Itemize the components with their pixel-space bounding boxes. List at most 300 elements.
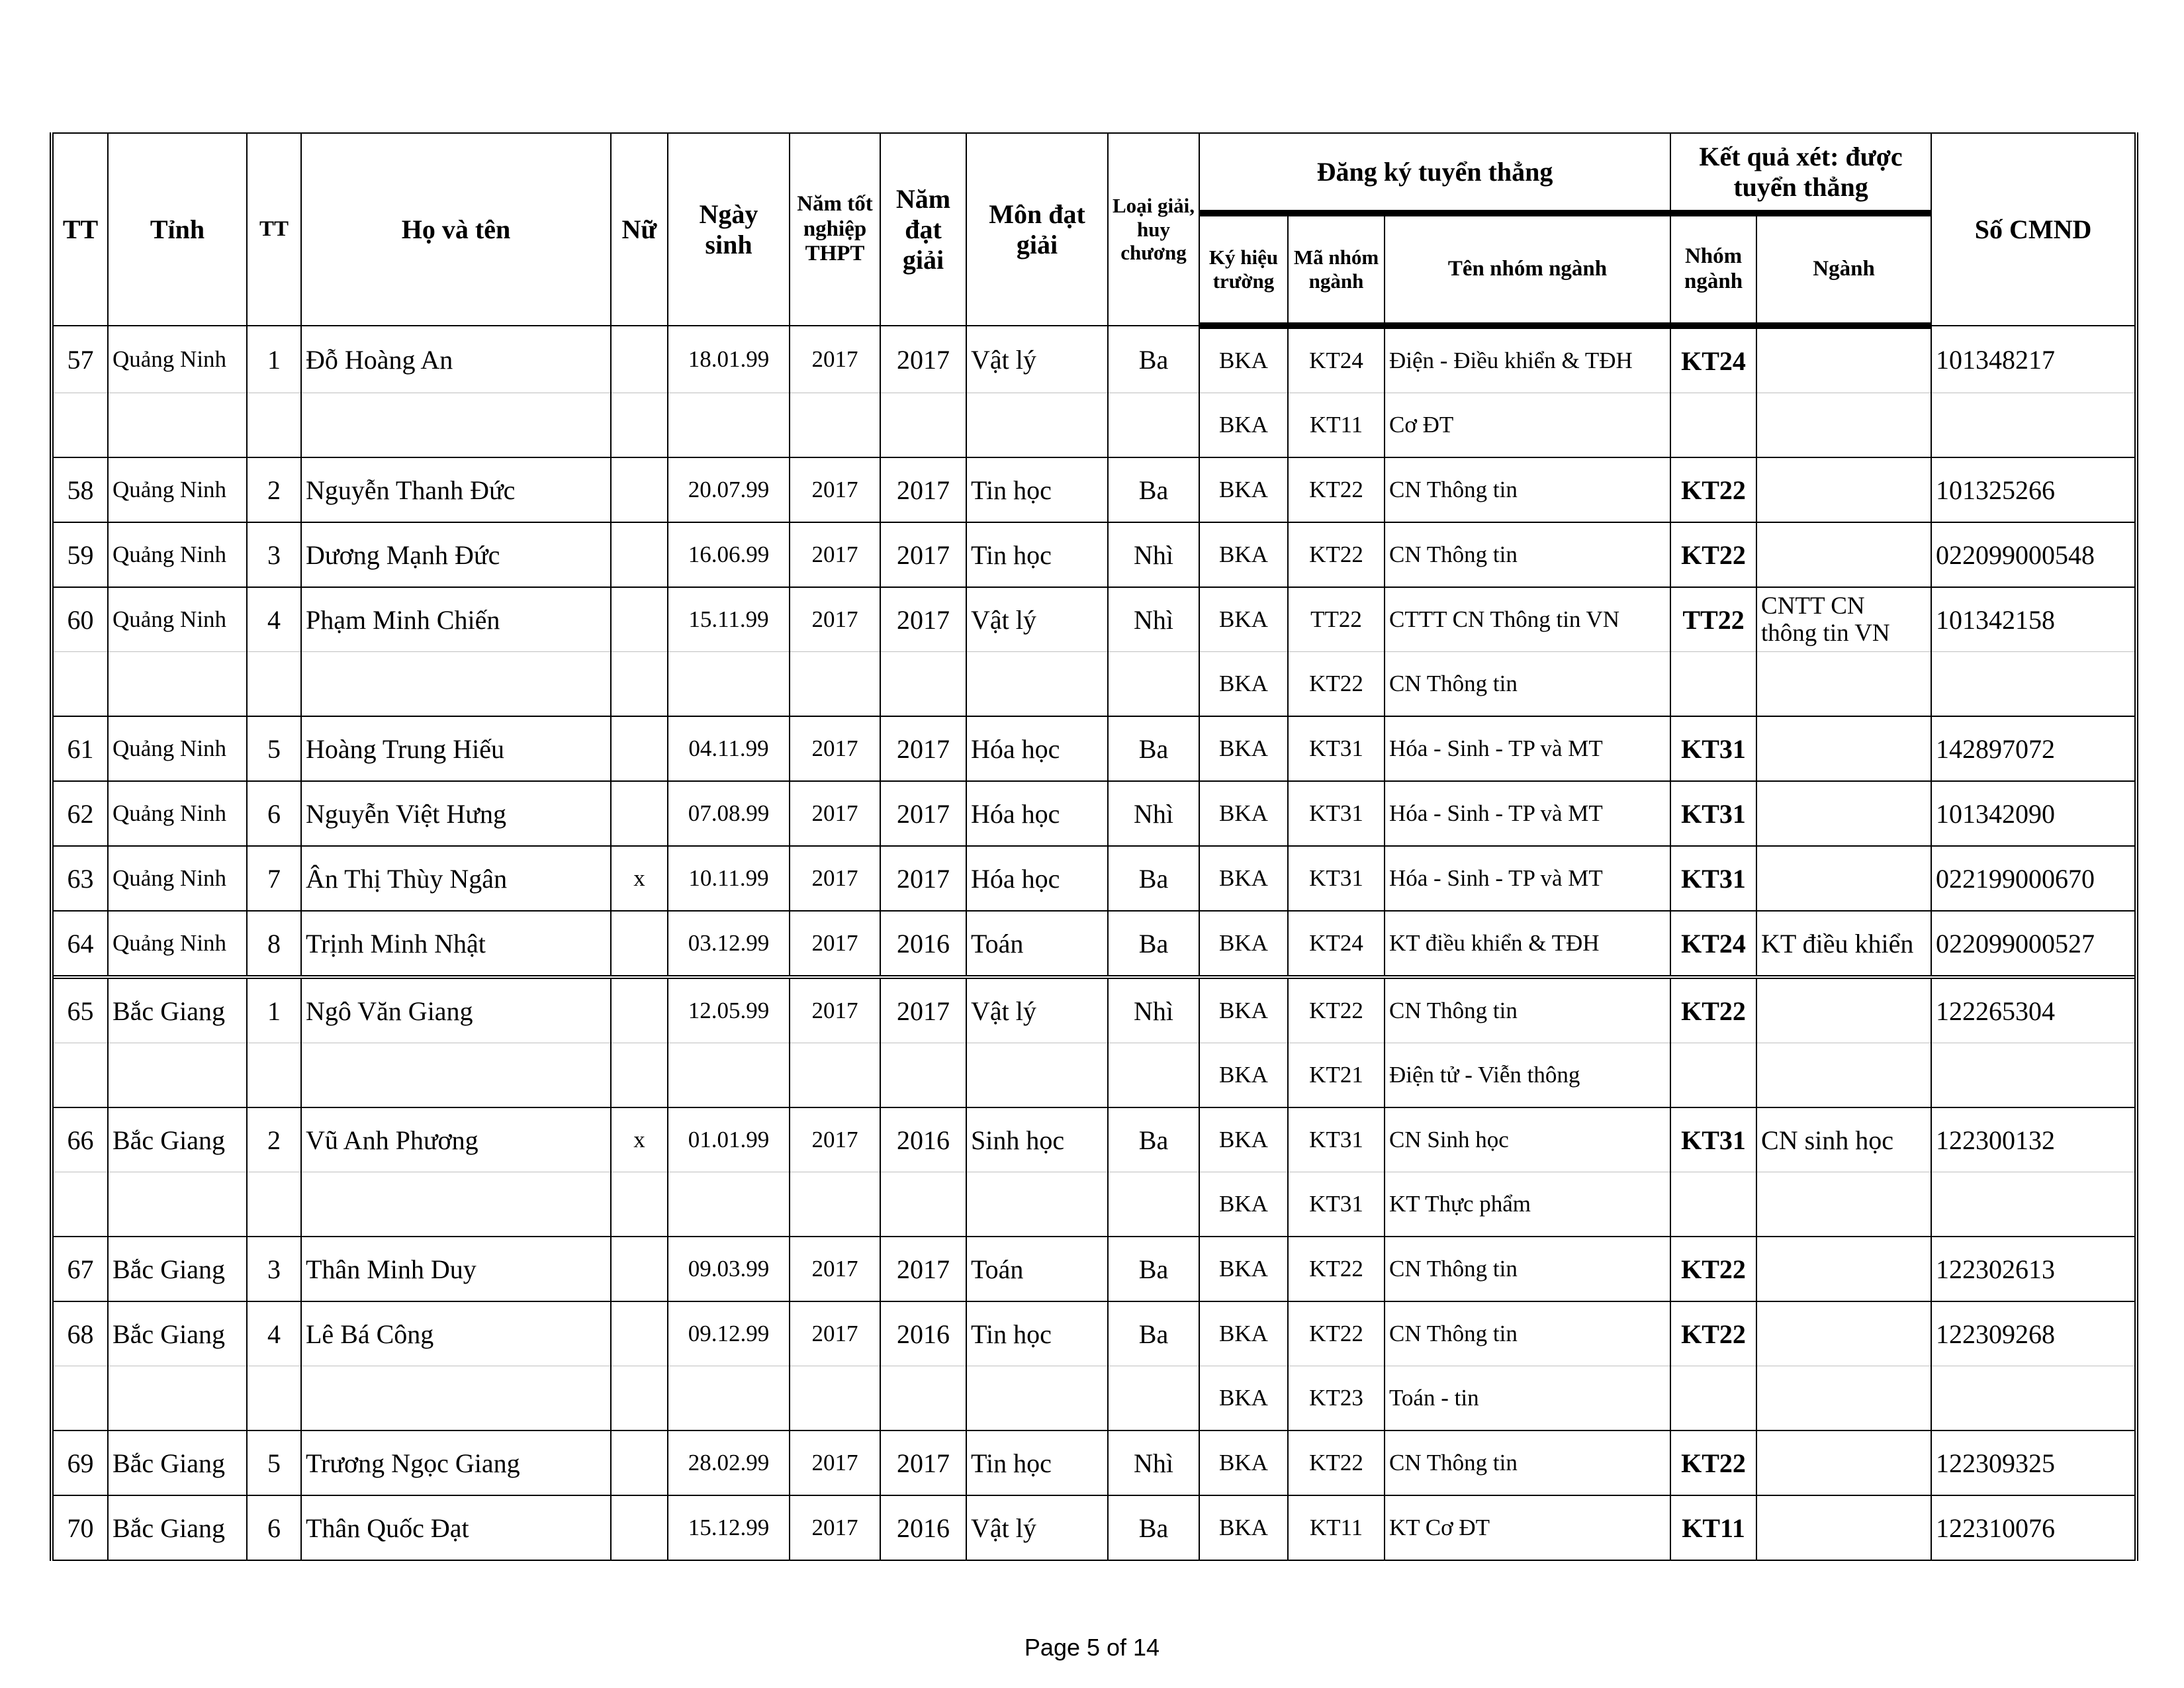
cell-loai-giai: Ba: [1108, 1495, 1199, 1560]
cell-tt: 68: [52, 1301, 108, 1366]
cell-ma-nhom-nganh: KT24: [1288, 326, 1385, 393]
cell-empty: [1756, 652, 1931, 717]
cell-ho-ten: Đỗ Hoàng An: [301, 326, 611, 393]
cell-nu: [611, 716, 668, 781]
cell-mon-dat-giai: Tin học: [966, 1430, 1108, 1495]
cell-so-cmnd: 122309325: [1931, 1430, 2136, 1495]
cell-kq-nhom-nganh: KT31: [1670, 716, 1756, 781]
cell-empty: [52, 393, 108, 458]
cell-empty: [247, 1043, 301, 1108]
page-footer: Page 5 of 14: [1024, 1634, 1160, 1661]
cell-kq-nhom-nganh: KT22: [1670, 457, 1756, 522]
cell-ten-nhom-nganh: CTTT CN Thông tin VN: [1385, 587, 1670, 652]
cell-loai-giai: Ba: [1108, 846, 1199, 911]
cell-ten-nhom-nganh: KT điều khiển & TĐH: [1385, 911, 1670, 977]
cell-empty: [1931, 393, 2136, 458]
cell-tinh: Quảng Ninh: [108, 781, 247, 846]
cell-tt2: 3: [247, 1237, 301, 1301]
cell-nu: [611, 1237, 668, 1301]
table-row: [52, 326, 2136, 393]
cell-kq-nganh: [1756, 716, 1931, 781]
cell-ho-ten: Trịnh Minh Nhật: [301, 911, 611, 977]
cell-loai-giai: Ba: [1108, 1301, 1199, 1366]
cell-empty: [301, 1172, 611, 1237]
cell-tt: 66: [52, 1107, 108, 1172]
table-row: [52, 1301, 2136, 1366]
cell-nam-tot-nghiep: 2017: [790, 457, 880, 522]
cell-ho-ten: Dương Mạnh Đức: [301, 522, 611, 587]
cell-empty: [668, 1366, 790, 1431]
col-nhom-nganh: Nhóm ngành: [1670, 213, 1756, 326]
table-subrow: [52, 652, 2136, 717]
cell-so-cmnd: 101342158: [1931, 587, 2136, 652]
cell-tt: 61: [52, 716, 108, 781]
cell-empty: [966, 393, 1108, 458]
cell-nam-dat-giai: 2017: [880, 587, 966, 652]
cell-empty: [668, 1043, 790, 1108]
cell-tt: 63: [52, 846, 108, 911]
cell-ten-nhom-nganh: CN Thông tin: [1385, 522, 1670, 587]
cell-mon-dat-giai: Tin học: [966, 1301, 1108, 1366]
cell-tt: 57: [52, 326, 108, 393]
col-ten-nhom-nganh: Tên nhóm ngành: [1385, 213, 1670, 326]
cell-ky-hieu-truong: BKA: [1199, 652, 1288, 717]
cell-tt2: 8: [247, 911, 301, 977]
cell-ho-ten: Nguyễn Thanh Đức: [301, 457, 611, 522]
cell-ma-nhom-nganh: KT11: [1288, 1495, 1385, 1560]
cell-nu: [611, 457, 668, 522]
cell-tt: 64: [52, 911, 108, 977]
cell-nam-dat-giai: 2017: [880, 781, 966, 846]
cell-kq-nhom-nganh: KT24: [1670, 326, 1756, 393]
cell-empty: [880, 1366, 966, 1431]
cell-tt: 60: [52, 587, 108, 652]
cell-empty: [790, 1366, 880, 1431]
cell-ten-nhom-nganh: Hóa - Sinh - TP và MT: [1385, 781, 1670, 846]
cell-nam-dat-giai: 2016: [880, 1301, 966, 1366]
cell-empty: [611, 1043, 668, 1108]
cell-so-cmnd: 122302613: [1931, 1237, 2136, 1301]
cell-mon-dat-giai: Hóa học: [966, 846, 1108, 911]
cell-tinh: Bắc Giang: [108, 1301, 247, 1366]
col-nam-tot-nghiep: Năm tốt nghiệp THPT: [790, 133, 880, 326]
cell-kq-nhom-nganh: KT31: [1670, 1107, 1756, 1172]
cell-ma-nhom-nganh: KT31: [1288, 846, 1385, 911]
cell-nu: [611, 1430, 668, 1495]
cell-ngay-sinh: 28.02.99: [668, 1430, 790, 1495]
cell-so-cmnd: 022199000670: [1931, 846, 2136, 911]
cell-nu: [611, 587, 668, 652]
cell-ma-nhom-nganh: KT23: [1288, 1366, 1385, 1431]
cell-loai-giai: Nhì: [1108, 522, 1199, 587]
cell-kq-nhom-nganh: KT22: [1670, 977, 1756, 1043]
cell-ngay-sinh: 07.08.99: [668, 781, 790, 846]
table-row: [52, 977, 2136, 1043]
cell-ngay-sinh: 16.06.99: [668, 522, 790, 587]
cell-empty: [52, 1366, 108, 1431]
cell-so-cmnd: 122300132: [1931, 1107, 2136, 1172]
cell-ky-hieu-truong: BKA: [1199, 326, 1288, 393]
group-ket-qua: Kết quả xét: được tuyển thẳng: [1670, 133, 1931, 213]
cell-nam-dat-giai: 2017: [880, 1237, 966, 1301]
cell-empty: [1108, 393, 1199, 458]
cell-empty: [880, 1172, 966, 1237]
cell-ky-hieu-truong: BKA: [1199, 1107, 1288, 1172]
col-nganh: Ngành: [1756, 213, 1931, 326]
cell-nu: [611, 781, 668, 846]
col-ma-nhom-nganh: Mã nhóm ngành: [1288, 213, 1385, 326]
cell-ma-nhom-nganh: KT22: [1288, 457, 1385, 522]
cell-loai-giai: Nhì: [1108, 977, 1199, 1043]
cell-kq-nhom-nganh: TT22: [1670, 587, 1756, 652]
cell-empty: [880, 652, 966, 717]
col-mon-dat-giai: Môn đạt giải: [966, 133, 1108, 326]
cell-empty: [301, 652, 611, 717]
cell-empty: [52, 652, 108, 717]
cell-kq-nganh: [1756, 1237, 1931, 1301]
cell-nam-tot-nghiep: 2017: [790, 587, 880, 652]
cell-loai-giai: Nhì: [1108, 587, 1199, 652]
cell-ho-ten: Thân Minh Duy: [301, 1237, 611, 1301]
cell-tinh: Quảng Ninh: [108, 846, 247, 911]
table-row: [52, 1237, 2136, 1301]
table-body: [52, 326, 2136, 1560]
cell-kq-nganh: [1756, 1495, 1931, 1560]
cell-tinh: Quảng Ninh: [108, 326, 247, 393]
cell-empty: [301, 1043, 611, 1108]
cell-nam-tot-nghiep: 2017: [790, 846, 880, 911]
cell-ho-ten: Ngô Văn Giang: [301, 977, 611, 1043]
cell-empty: [611, 393, 668, 458]
cell-ho-ten: Nguyễn Việt Hưng: [301, 781, 611, 846]
table-row: [52, 587, 2136, 652]
cell-nam-dat-giai: 2017: [880, 716, 966, 781]
cell-nam-tot-nghiep: 2017: [790, 977, 880, 1043]
cell-empty: [966, 1172, 1108, 1237]
table-row: [52, 911, 2136, 977]
table-header: [52, 133, 2136, 326]
cell-empty: [108, 1366, 247, 1431]
cell-ngay-sinh: 12.05.99: [668, 977, 790, 1043]
cell-ten-nhom-nganh: CN Thông tin: [1385, 1301, 1670, 1366]
cell-ky-hieu-truong: BKA: [1199, 846, 1288, 911]
cell-ky-hieu-truong: BKA: [1199, 1495, 1288, 1560]
cell-mon-dat-giai: Sinh học: [966, 1107, 1108, 1172]
cell-nam-tot-nghiep: 2017: [790, 1301, 880, 1366]
cell-ma-nhom-nganh: KT31: [1288, 781, 1385, 846]
cell-ky-hieu-truong: BKA: [1199, 522, 1288, 587]
cell-ma-nhom-nganh: KT22: [1288, 1301, 1385, 1366]
cell-empty: [1108, 1366, 1199, 1431]
cell-ngay-sinh: 15.12.99: [668, 1495, 790, 1560]
cell-empty: [52, 1172, 108, 1237]
cell-mon-dat-giai: Hóa học: [966, 781, 1108, 846]
cell-ten-nhom-nganh: CN Thông tin: [1385, 1430, 1670, 1495]
cell-ma-nhom-nganh: KT22: [1288, 522, 1385, 587]
table-subrow: [52, 1172, 2136, 1237]
cell-tt2: 4: [247, 1301, 301, 1366]
cell-empty: [1670, 393, 1756, 458]
cell-ma-nhom-nganh: KT31: [1288, 1107, 1385, 1172]
cell-tt: 65: [52, 977, 108, 1043]
cell-empty: [1756, 393, 1931, 458]
cell-tt2: 1: [247, 326, 301, 393]
cell-nu: [611, 977, 668, 1043]
cell-kq-nhom-nganh: KT22: [1670, 1237, 1756, 1301]
cell-nam-dat-giai: 2016: [880, 1107, 966, 1172]
cell-ky-hieu-truong: BKA: [1199, 977, 1288, 1043]
cell-mon-dat-giai: Toán: [966, 1237, 1108, 1301]
table-row: [52, 1495, 2136, 1560]
cell-ky-hieu-truong: BKA: [1199, 1237, 1288, 1301]
cell-mon-dat-giai: Hóa học: [966, 716, 1108, 781]
cell-tt: 70: [52, 1495, 108, 1560]
cell-tt2: 4: [247, 587, 301, 652]
cell-ngay-sinh: 15.11.99: [668, 587, 790, 652]
cell-nu: x: [611, 846, 668, 911]
cell-ten-nhom-nganh: Hóa - Sinh - TP và MT: [1385, 846, 1670, 911]
cell-tt2: 3: [247, 522, 301, 587]
cell-kq-nganh: [1756, 1430, 1931, 1495]
cell-loai-giai: Ba: [1108, 326, 1199, 393]
cell-mon-dat-giai: Tin học: [966, 522, 1108, 587]
cell-empty: [668, 1172, 790, 1237]
admission-table: [50, 132, 2138, 1561]
cell-loai-giai: Nhì: [1108, 781, 1199, 846]
cell-ten-nhom-nganh: Cơ ĐT: [1385, 393, 1670, 458]
cell-ten-nhom-nganh: Điện - Điều khiển & TĐH: [1385, 326, 1670, 393]
cell-loai-giai: Ba: [1108, 716, 1199, 781]
col-ngay-sinh: Ngày sinh: [668, 133, 790, 326]
cell-kq-nganh: KT điều khiển: [1756, 911, 1931, 977]
cell-tt2: 2: [247, 457, 301, 522]
cell-empty: [1756, 1043, 1931, 1108]
cell-kq-nganh: CN sinh học: [1756, 1107, 1931, 1172]
cell-empty: [301, 1366, 611, 1431]
cell-ten-nhom-nganh: CN Thông tin: [1385, 1237, 1670, 1301]
cell-tinh: Quảng Ninh: [108, 911, 247, 977]
cell-nu: [611, 911, 668, 977]
cell-ho-ten: Ân Thị Thùy Ngân: [301, 846, 611, 911]
cell-kq-nhom-nganh: KT31: [1670, 781, 1756, 846]
cell-tinh: Bắc Giang: [108, 977, 247, 1043]
table-row: [52, 716, 2136, 781]
cell-tinh: Bắc Giang: [108, 1237, 247, 1301]
cell-ho-ten: Lê Bá Công: [301, 1301, 611, 1366]
cell-ma-nhom-nganh: KT24: [1288, 911, 1385, 977]
cell-kq-nhom-nganh: KT31: [1670, 846, 1756, 911]
cell-ma-nhom-nganh: KT22: [1288, 1430, 1385, 1495]
cell-loai-giai: Ba: [1108, 457, 1199, 522]
cell-empty: [790, 1043, 880, 1108]
cell-kq-nganh: [1756, 1301, 1931, 1366]
cell-empty: [611, 1366, 668, 1431]
cell-nu: [611, 1495, 668, 1560]
cell-nam-tot-nghiep: 2017: [790, 326, 880, 393]
cell-ky-hieu-truong: BKA: [1199, 587, 1288, 652]
table-subrow: [52, 1366, 2136, 1431]
cell-ho-ten: Vũ Anh Phương: [301, 1107, 611, 1172]
cell-empty: [1931, 1172, 2136, 1237]
cell-ngay-sinh: 09.12.99: [668, 1301, 790, 1366]
cell-ten-nhom-nganh: Hóa - Sinh - TP và MT: [1385, 716, 1670, 781]
cell-ngay-sinh: 01.01.99: [668, 1107, 790, 1172]
cell-nam-tot-nghiep: 2017: [790, 1107, 880, 1172]
cell-empty: [790, 1172, 880, 1237]
cell-ma-nhom-nganh: KT31: [1288, 1172, 1385, 1237]
cell-so-cmnd: 101342090: [1931, 781, 2136, 846]
table-row: [52, 1107, 2136, 1172]
cell-ho-ten: Trương Ngọc Giang: [301, 1430, 611, 1495]
cell-ten-nhom-nganh: Điện tử - Viễn thông: [1385, 1043, 1670, 1108]
col-nu: Nữ: [611, 133, 668, 326]
cell-empty: [1670, 1366, 1756, 1431]
cell-empty: [247, 652, 301, 717]
cell-ma-nhom-nganh: KT22: [1288, 1237, 1385, 1301]
cell-ky-hieu-truong: BKA: [1199, 1366, 1288, 1431]
cell-ky-hieu-truong: BKA: [1199, 1301, 1288, 1366]
cell-empty: [301, 393, 611, 458]
cell-empty: [1108, 1172, 1199, 1237]
cell-empty: [611, 652, 668, 717]
cell-empty: [108, 652, 247, 717]
cell-kq-nhom-nganh: KT22: [1670, 1301, 1756, 1366]
cell-so-cmnd: 122310076: [1931, 1495, 2136, 1560]
cell-ky-hieu-truong: BKA: [1199, 457, 1288, 522]
cell-nam-tot-nghiep: 2017: [790, 522, 880, 587]
cell-nu: [611, 326, 668, 393]
cell-ngay-sinh: 10.11.99: [668, 846, 790, 911]
cell-tinh: Bắc Giang: [108, 1430, 247, 1495]
col-tt: TT: [52, 133, 108, 326]
cell-tt: 59: [52, 522, 108, 587]
cell-tt2: 5: [247, 716, 301, 781]
col-ky-hieu-truong: Ký hiệu trường: [1199, 213, 1288, 326]
cell-nam-dat-giai: 2017: [880, 522, 966, 587]
cell-ho-ten: Thân Quốc Đạt: [301, 1495, 611, 1560]
cell-nam-dat-giai: 2017: [880, 457, 966, 522]
table-row: [52, 846, 2136, 911]
cell-tt2: 6: [247, 781, 301, 846]
table-row: [52, 781, 2136, 846]
cell-ma-nhom-nganh: KT11: [1288, 393, 1385, 458]
cell-tinh: Bắc Giang: [108, 1107, 247, 1172]
table-subrow: [52, 393, 2136, 458]
cell-mon-dat-giai: Vật lý: [966, 326, 1108, 393]
cell-tt: 67: [52, 1237, 108, 1301]
col-tinh: Tỉnh: [108, 133, 247, 326]
table-row: [52, 522, 2136, 587]
cell-tt2: 1: [247, 977, 301, 1043]
cell-empty: [880, 393, 966, 458]
cell-so-cmnd: 022099000527: [1931, 911, 2136, 977]
cell-ma-nhom-nganh: KT21: [1288, 1043, 1385, 1108]
cell-empty: [108, 1172, 247, 1237]
cell-ky-hieu-truong: BKA: [1199, 393, 1288, 458]
cell-empty: [966, 1043, 1108, 1108]
cell-empty: [1670, 1043, 1756, 1108]
cell-tt2: 2: [247, 1107, 301, 1172]
group-dang-ky: Đăng ký tuyển thẳng: [1199, 133, 1670, 213]
cell-empty: [1108, 1043, 1199, 1108]
cell-kq-nhom-nganh: KT22: [1670, 1430, 1756, 1495]
cell-empty: [880, 1043, 966, 1108]
cell-kq-nganh: [1756, 522, 1931, 587]
cell-so-cmnd: 022099000548: [1931, 522, 2136, 587]
cell-nam-tot-nghiep: 2017: [790, 1237, 880, 1301]
cell-empty: [966, 1366, 1108, 1431]
cell-ngay-sinh: 04.11.99: [668, 716, 790, 781]
cell-nu: [611, 1301, 668, 1366]
cell-ten-nhom-nganh: KT Thực phẩm: [1385, 1172, 1670, 1237]
cell-empty: [108, 1043, 247, 1108]
cell-tt2: 7: [247, 846, 301, 911]
cell-mon-dat-giai: Tin học: [966, 457, 1108, 522]
cell-ky-hieu-truong: BKA: [1199, 1172, 1288, 1237]
cell-ngay-sinh: 20.07.99: [668, 457, 790, 522]
admission-table-sheet: [50, 132, 2134, 1561]
cell-ngay-sinh: 09.03.99: [668, 1237, 790, 1301]
cell-so-cmnd: 142897072: [1931, 716, 2136, 781]
col-so-cmnd: Số CMND: [1931, 133, 2136, 326]
cell-kq-nhom-nganh: KT22: [1670, 522, 1756, 587]
cell-ngay-sinh: 18.01.99: [668, 326, 790, 393]
cell-ma-nhom-nganh: KT31: [1288, 716, 1385, 781]
cell-empty: [1931, 652, 2136, 717]
cell-tinh: Quảng Ninh: [108, 457, 247, 522]
cell-nam-tot-nghiep: 2017: [790, 716, 880, 781]
cell-kq-nhom-nganh: KT24: [1670, 911, 1756, 977]
cell-empty: [790, 652, 880, 717]
cell-tt2: 6: [247, 1495, 301, 1560]
cell-ky-hieu-truong: BKA: [1199, 716, 1288, 781]
cell-mon-dat-giai: Vật lý: [966, 587, 1108, 652]
cell-ten-nhom-nganh: CN Thông tin: [1385, 977, 1670, 1043]
cell-tt: 69: [52, 1430, 108, 1495]
cell-mon-dat-giai: Vật lý: [966, 977, 1108, 1043]
cell-empty: [52, 1043, 108, 1108]
cell-so-cmnd: 122309268: [1931, 1301, 2136, 1366]
cell-kq-nganh: [1756, 781, 1931, 846]
cell-ma-nhom-nganh: TT22: [1288, 587, 1385, 652]
cell-kq-nganh: [1756, 457, 1931, 522]
cell-empty: [668, 652, 790, 717]
cell-kq-nganh: [1756, 846, 1931, 911]
cell-loai-giai: Ba: [1108, 1237, 1199, 1301]
cell-nam-tot-nghiep: 2017: [790, 781, 880, 846]
cell-mon-dat-giai: Vật lý: [966, 1495, 1108, 1560]
col-loai-giai: Loại giải, huy chương: [1108, 133, 1199, 326]
cell-tt2: 5: [247, 1430, 301, 1495]
cell-empty: [1670, 1172, 1756, 1237]
cell-ho-ten: Phạm Minh Chiến: [301, 587, 611, 652]
cell-ho-ten: Hoàng Trung Hiếu: [301, 716, 611, 781]
cell-nam-tot-nghiep: 2017: [790, 1430, 880, 1495]
cell-empty: [668, 393, 790, 458]
cell-empty: [247, 393, 301, 458]
cell-empty: [966, 652, 1108, 717]
cell-ky-hieu-truong: BKA: [1199, 781, 1288, 846]
cell-kq-nganh: [1756, 326, 1931, 393]
cell-ten-nhom-nganh: CN Sinh học: [1385, 1107, 1670, 1172]
cell-ky-hieu-truong: BKA: [1199, 911, 1288, 977]
cell-nam-dat-giai: 2016: [880, 911, 966, 977]
cell-empty: [1108, 652, 1199, 717]
cell-ma-nhom-nganh: KT22: [1288, 977, 1385, 1043]
cell-nam-dat-giai: 2017: [880, 326, 966, 393]
cell-ten-nhom-nganh: Toán - tin: [1385, 1366, 1670, 1431]
col-nam-dat-giai: Năm đạt giải: [880, 133, 966, 326]
